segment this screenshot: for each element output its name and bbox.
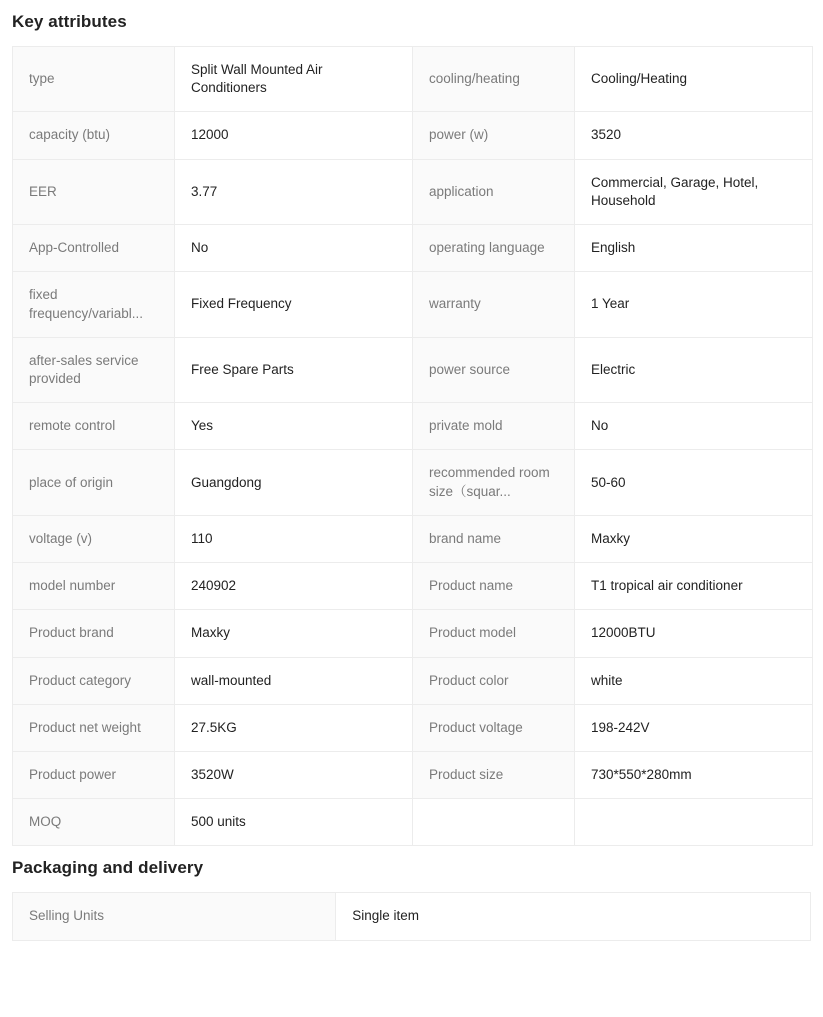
attribute-value: 240902 [175,563,413,610]
attribute-value: Maxky [575,515,813,562]
packaging-key: Selling Units [13,893,336,940]
attribute-key: Product category [13,657,175,704]
attribute-value: Yes [175,403,413,450]
attribute-value: 730*550*280mm [575,751,813,798]
attribute-empty-cell [413,799,575,846]
table-row [13,225,813,272]
attribute-key: private mold [413,403,575,450]
table-row [13,657,813,704]
attribute-key: App-Controlled [13,225,175,272]
attribute-value: 1 Year [575,272,813,337]
attribute-key: after-sales service provided [13,337,175,402]
attribute-value: 12000 [175,112,413,159]
table-row [13,704,813,751]
attribute-key-text: recommended room size（squar... [429,465,550,499]
packaging-body [13,893,811,940]
packaging-value: Single item [336,893,811,940]
attribute-key [413,450,575,515]
attribute-key: cooling/heating [413,47,575,112]
table-row [13,563,813,610]
attribute-value: Cooling/Heating [575,47,813,112]
attribute-value: 3.77 [175,159,413,224]
table-row [13,799,813,846]
attribute-value: Maxky [175,610,413,657]
attribute-value: white [575,657,813,704]
attribute-value: Electric [575,337,813,402]
attribute-key: Product color [413,657,575,704]
attribute-value: Split Wall Mounted Air Conditioners [175,47,413,112]
attribute-key: place of origin [13,450,175,515]
attribute-key: Product net weight [13,704,175,751]
attribute-value: 3520W [175,751,413,798]
table-row [13,47,813,112]
table-row [13,112,813,159]
attribute-key-text: fixed frequency/variabl... [29,287,144,321]
attribute-value: Free Spare Parts [175,337,413,402]
attribute-key: warranty [413,272,575,337]
attribute-value: wall-mounted [175,657,413,704]
packaging-title: Packaging and delivery [12,858,204,878]
attribute-key [13,272,175,337]
attribute-key: MOQ [13,799,175,846]
attribute-value: 3520 [575,112,813,159]
table-row [13,272,813,337]
table-row [13,450,813,515]
attribute-empty-cell [575,799,813,846]
attribute-value: No [175,225,413,272]
attribute-key: Product power [13,751,175,798]
attribute-value: 50-60 [575,450,813,515]
attribute-key: Product brand [13,610,175,657]
table-row [13,893,811,940]
attribute-key: power (w) [413,112,575,159]
table-row [13,337,813,402]
bottom-spacer [12,941,811,951]
attribute-value: Guangdong [175,450,413,515]
key-attributes-body [13,47,813,846]
attribute-value: 110 [175,515,413,562]
attribute-key: type [13,47,175,112]
attribute-key: EER [13,159,175,224]
attribute-key: model number [13,563,175,610]
attribute-key: voltage (v) [13,515,175,562]
attribute-key: operating language [413,225,575,272]
attribute-value: Commercial, Garage, Hotel, Household [575,159,813,224]
attribute-key: capacity (btu) [13,112,175,159]
table-row [13,515,813,562]
attribute-key: application [413,159,575,224]
table-row [13,159,813,224]
attribute-key: Product size [413,751,575,798]
attribute-value: Fixed Frequency [175,272,413,337]
attribute-key: brand name [413,515,575,562]
attribute-value: 500 units [175,799,413,846]
attribute-value: 27.5KG [175,704,413,751]
table-row [13,403,813,450]
attribute-key: remote control [13,403,175,450]
attribute-key: Product model [413,610,575,657]
attribute-key: power source [413,337,575,402]
attribute-key: Product voltage [413,704,575,751]
attribute-value: 198-242V [575,704,813,751]
attribute-value: No [575,403,813,450]
table-row [13,610,813,657]
attribute-key: Product name [413,563,575,610]
packaging-table [12,892,811,940]
key-attributes-table [12,46,813,846]
attribute-value: T1 tropical air conditioner [575,563,813,610]
attribute-value: English [575,225,813,272]
table-row [13,751,813,798]
attribute-value: 12000BTU [575,610,813,657]
key-attributes-title: Key attributes [12,12,127,31]
